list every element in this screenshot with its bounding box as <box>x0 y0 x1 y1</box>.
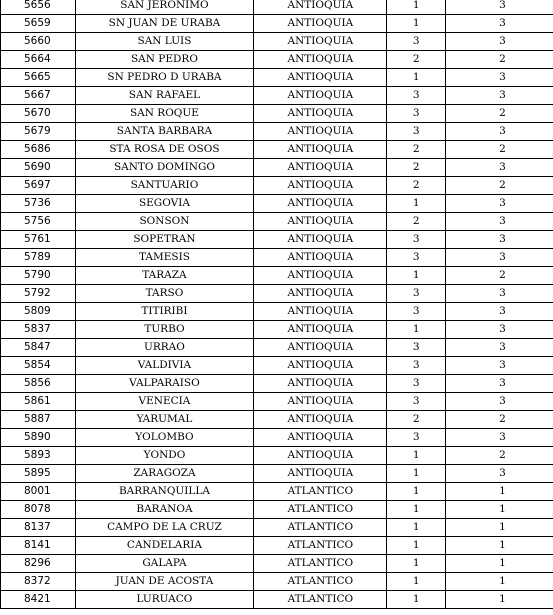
value-b-cell: 2 <box>445 51 553 69</box>
department-cell: ANTIOQUIA <box>254 249 387 267</box>
municipality-name-cell: YONDO <box>75 447 254 465</box>
municipality-code-cell: 8372 <box>1 573 76 591</box>
table-row <box>1 393 553 411</box>
table-row <box>1 483 553 501</box>
value-b-cell: 3 <box>445 213 553 231</box>
table-row <box>1 573 553 591</box>
department-cell: ATLANTICO <box>254 537 387 555</box>
municipality-name-cell: LURUACO <box>75 591 254 609</box>
department-cell: ANTIOQUIA <box>254 285 387 303</box>
municipality-code-cell: 5690 <box>1 159 76 177</box>
value-a-cell: 2 <box>387 159 446 177</box>
value-b-cell: 3 <box>445 393 553 411</box>
value-b-cell: 1 <box>445 555 553 573</box>
municipality-code-cell: 5697 <box>1 177 76 195</box>
department-cell: ATLANTICO <box>254 483 387 501</box>
municipality-code-cell: 5756 <box>1 213 76 231</box>
municipality-name-cell: TITIRIBI <box>75 303 254 321</box>
municipality-name-cell: YARUMAL <box>75 411 254 429</box>
value-b-cell: 3 <box>445 339 553 357</box>
value-a-cell: 3 <box>387 429 446 447</box>
department-cell: ANTIOQUIA <box>254 393 387 411</box>
department-cell: ANTIOQUIA <box>254 195 387 213</box>
municipality-name-cell: YOLOMBO <box>75 429 254 447</box>
value-a-cell: 1 <box>387 501 446 519</box>
department-cell: ANTIOQUIA <box>254 321 387 339</box>
value-b-cell: 2 <box>445 141 553 159</box>
value-a-cell: 1 <box>387 519 446 537</box>
department-cell: ANTIOQUIA <box>254 231 387 249</box>
municipality-name-cell: SANTA BARBARA <box>75 123 254 141</box>
value-a-cell: 3 <box>387 393 446 411</box>
department-cell: ATLANTICO <box>254 573 387 591</box>
department-cell: ANTIOQUIA <box>254 267 387 285</box>
department-cell: ANTIOQUIA <box>254 447 387 465</box>
value-b-cell: 3 <box>445 123 553 141</box>
table-row <box>1 267 553 285</box>
municipality-name-cell: SEGOVIA <box>75 195 254 213</box>
value-b-cell: 3 <box>445 465 553 483</box>
municipality-name-cell: VALPARAISO <box>75 375 254 393</box>
department-cell: ANTIOQUIA <box>254 375 387 393</box>
department-cell: ANTIOQUIA <box>254 177 387 195</box>
table-row <box>1 87 553 105</box>
value-b-cell: 2 <box>445 177 553 195</box>
municipality-code-cell: 5809 <box>1 303 76 321</box>
table-row <box>1 537 553 555</box>
municipality-name-cell: ZARAGOZA <box>75 465 254 483</box>
department-cell: ATLANTICO <box>254 519 387 537</box>
value-a-cell: 1 <box>387 15 446 33</box>
value-b-cell: 3 <box>445 285 553 303</box>
municipality-code-cell: 8001 <box>1 483 76 501</box>
value-a-cell: 2 <box>387 141 446 159</box>
municipality-code-cell: 5686 <box>1 141 76 159</box>
municipality-name-cell: JUAN DE ACOSTA <box>75 573 254 591</box>
table-row <box>1 357 553 375</box>
table-row <box>1 159 553 177</box>
municipality-code-cell: 5847 <box>1 339 76 357</box>
municipality-code-cell: 8421 <box>1 591 76 609</box>
department-cell: ANTIOQUIA <box>254 303 387 321</box>
table-row <box>1 411 553 429</box>
value-b-cell: 3 <box>445 0 553 15</box>
municipality-name-cell: TURBO <box>75 321 254 339</box>
value-a-cell: 1 <box>387 195 446 213</box>
value-a-cell: 2 <box>387 51 446 69</box>
table-row <box>1 51 553 69</box>
department-cell: ATLANTICO <box>254 555 387 573</box>
table-row <box>1 447 553 465</box>
value-a-cell: 1 <box>387 555 446 573</box>
municipality-name-cell: TARSO <box>75 285 254 303</box>
table-row <box>1 69 553 87</box>
department-cell: ANTIOQUIA <box>254 357 387 375</box>
value-b-cell: 3 <box>445 357 553 375</box>
value-b-cell: 1 <box>445 519 553 537</box>
municipality-code-cell: 5895 <box>1 465 76 483</box>
municipality-name-cell: SAN LUIS <box>75 33 254 51</box>
municipality-code-cell: 8141 <box>1 537 76 555</box>
municipality-name-cell: CAMPO DE LA CRUZ <box>75 519 254 537</box>
value-b-cell: 3 <box>445 429 553 447</box>
table-row <box>1 105 553 123</box>
value-b-cell: 3 <box>445 375 553 393</box>
municipality-name-cell: CANDELARIA <box>75 537 254 555</box>
table-row <box>1 285 553 303</box>
value-b-cell: 1 <box>445 591 553 609</box>
value-a-cell: 3 <box>387 357 446 375</box>
municipality-code-cell: 5664 <box>1 51 76 69</box>
value-a-cell: 3 <box>387 303 446 321</box>
department-cell: ANTIOQUIA <box>254 69 387 87</box>
value-a-cell: 2 <box>387 213 446 231</box>
department-cell: ANTIOQUIA <box>254 33 387 51</box>
value-a-cell: 3 <box>387 231 446 249</box>
value-a-cell: 3 <box>387 339 446 357</box>
municipality-name-cell: SAN RAFAEL <box>75 87 254 105</box>
value-b-cell: 1 <box>445 573 553 591</box>
table-row <box>1 15 553 33</box>
municipality-code-cell: 5887 <box>1 411 76 429</box>
value-b-cell: 3 <box>445 33 553 51</box>
table-row <box>1 339 553 357</box>
municipality-code-cell: 5679 <box>1 123 76 141</box>
department-cell: ANTIOQUIA <box>254 141 387 159</box>
department-cell: ANTIOQUIA <box>254 159 387 177</box>
table-row <box>1 141 553 159</box>
municipality-code-cell: 5670 <box>1 105 76 123</box>
municipality-code-cell: 5854 <box>1 357 76 375</box>
table-row <box>1 429 553 447</box>
department-cell: ANTIOQUIA <box>254 87 387 105</box>
municipality-name-cell: SANTO DOMINGO <box>75 159 254 177</box>
municipality-code-cell: 5790 <box>1 267 76 285</box>
municipality-code-cell: 5837 <box>1 321 76 339</box>
value-b-cell: 3 <box>445 87 553 105</box>
table-row <box>1 123 553 141</box>
department-cell: ANTIOQUIA <box>254 339 387 357</box>
value-b-cell: 3 <box>445 321 553 339</box>
municipality-code-cell: 5659 <box>1 15 76 33</box>
department-cell: ATLANTICO <box>254 501 387 519</box>
table-row <box>1 375 553 393</box>
department-cell: ANTIOQUIA <box>254 51 387 69</box>
municipality-name-cell: BARRANQUILLA <box>75 483 254 501</box>
value-b-cell: 3 <box>445 231 553 249</box>
municipality-name-cell: SAN PEDRO <box>75 51 254 69</box>
municipality-name-cell: TARAZA <box>75 267 254 285</box>
table-row <box>1 213 553 231</box>
table-row <box>1 555 553 573</box>
table-row <box>1 465 553 483</box>
value-a-cell: 1 <box>387 69 446 87</box>
municipality-code-cell: 5656 <box>1 0 76 15</box>
department-cell: ANTIOQUIA <box>254 429 387 447</box>
value-b-cell: 3 <box>445 159 553 177</box>
municipality-name-cell: BARANOA <box>75 501 254 519</box>
table-row <box>1 33 553 51</box>
department-cell: ANTIOQUIA <box>254 465 387 483</box>
municipality-code-cell: 5761 <box>1 231 76 249</box>
municipality-name-cell: SOPETRAN <box>75 231 254 249</box>
value-a-cell: 3 <box>387 33 446 51</box>
municipality-code-cell: 5665 <box>1 69 76 87</box>
municipality-code-cell: 8137 <box>1 519 76 537</box>
value-a-cell: 2 <box>387 411 446 429</box>
value-b-cell: 3 <box>445 69 553 87</box>
value-a-cell: 3 <box>387 285 446 303</box>
value-a-cell: 3 <box>387 375 446 393</box>
municipality-code-cell: 5792 <box>1 285 76 303</box>
value-a-cell: 1 <box>387 573 446 591</box>
municipality-name-cell: URRAO <box>75 339 254 357</box>
value-a-cell: 1 <box>387 465 446 483</box>
department-cell: ANTIOQUIA <box>254 123 387 141</box>
value-a-cell: 2 <box>387 177 446 195</box>
value-b-cell: 2 <box>445 267 553 285</box>
table-row <box>1 0 553 15</box>
municipality-name-cell: VALDIVIA <box>75 357 254 375</box>
value-b-cell: 1 <box>445 537 553 555</box>
department-cell: ATLANTICO <box>254 591 387 609</box>
value-b-cell: 2 <box>445 411 553 429</box>
value-a-cell: 1 <box>387 447 446 465</box>
value-b-cell: 2 <box>445 447 553 465</box>
municipality-code-cell: 5861 <box>1 393 76 411</box>
municipality-code-cell: 5890 <box>1 429 76 447</box>
municipality-name-cell: SAN JERONIMO <box>75 0 254 15</box>
municipality-code-cell: 5667 <box>1 87 76 105</box>
value-a-cell: 1 <box>387 267 446 285</box>
table-row <box>1 249 553 267</box>
table-row <box>1 501 553 519</box>
department-cell: ANTIOQUIA <box>254 15 387 33</box>
table-row <box>1 321 553 339</box>
municipality-name-cell: SN JUAN DE URABA <box>75 15 254 33</box>
municipality-name-cell: SANTUARIO <box>75 177 254 195</box>
value-a-cell: 1 <box>387 483 446 501</box>
municipality-name-cell: SAN ROQUE <box>75 105 254 123</box>
municipality-code-cell: 5660 <box>1 33 76 51</box>
value-a-cell: 1 <box>387 321 446 339</box>
table-row <box>1 591 553 609</box>
table-row <box>1 519 553 537</box>
value-a-cell: 3 <box>387 105 446 123</box>
table-row <box>1 303 553 321</box>
municipality-name-cell: STA ROSA DE OSOS <box>75 141 254 159</box>
table-row <box>1 231 553 249</box>
department-cell: ANTIOQUIA <box>254 213 387 231</box>
value-b-cell: 1 <box>445 501 553 519</box>
value-a-cell: 1 <box>387 591 446 609</box>
municipality-code-cell: 5893 <box>1 447 76 465</box>
table-row <box>1 177 553 195</box>
department-cell: ANTIOQUIA <box>254 411 387 429</box>
value-b-cell: 3 <box>445 15 553 33</box>
value-a-cell: 3 <box>387 87 446 105</box>
municipality-code-cell: 8078 <box>1 501 76 519</box>
municipality-code-cell: 5736 <box>1 195 76 213</box>
municipality-code-cell: 5789 <box>1 249 76 267</box>
municipality-name-cell: TAMESIS <box>75 249 254 267</box>
value-a-cell: 3 <box>387 249 446 267</box>
value-a-cell: 1 <box>387 0 446 15</box>
value-b-cell: 1 <box>445 483 553 501</box>
municipality-name-cell: VENECIA <box>75 393 254 411</box>
value-b-cell: 3 <box>445 195 553 213</box>
value-a-cell: 3 <box>387 123 446 141</box>
value-b-cell: 3 <box>445 303 553 321</box>
value-b-cell: 3 <box>445 249 553 267</box>
department-cell: ANTIOQUIA <box>254 0 387 15</box>
municipality-name-cell: GALAPA <box>75 555 254 573</box>
value-a-cell: 1 <box>387 537 446 555</box>
municipality-name-cell: SONSON <box>75 213 254 231</box>
value-b-cell: 2 <box>445 105 553 123</box>
table-row <box>1 195 553 213</box>
department-cell: ANTIOQUIA <box>254 105 387 123</box>
municipality-name-cell: SN PEDRO D URABA <box>75 69 254 87</box>
table-body <box>1 0 553 609</box>
municipality-code-cell: 8296 <box>1 555 76 573</box>
municipality-code-cell: 5856 <box>1 375 76 393</box>
